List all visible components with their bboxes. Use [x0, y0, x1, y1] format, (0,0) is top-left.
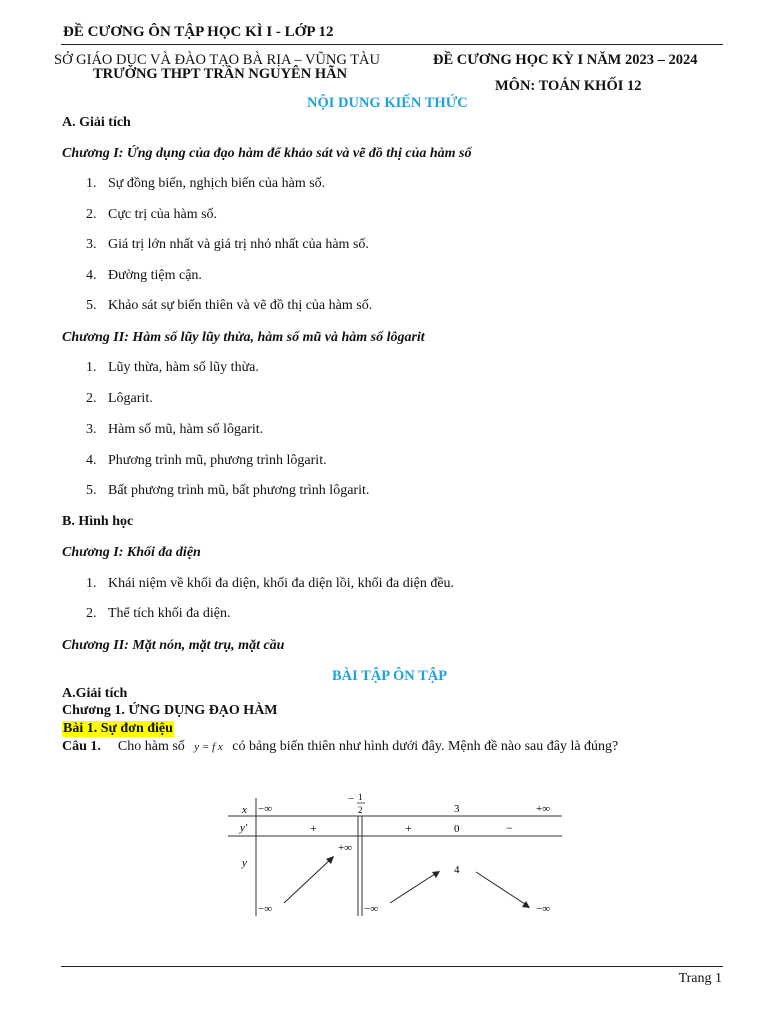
increasing-arrow-1: [284, 856, 334, 903]
x-value-minus-sign: −: [348, 793, 355, 805]
header-rule: [61, 44, 723, 45]
department-name: SỞ GIÁO DỤC VÀ ĐÀO TẠO BÀ RỊA – VŨNG TÀU: [54, 52, 381, 68]
running-title: ĐỀ CƯƠNG ÔN TẬP HỌC KÌ I - LỚP 12: [63, 24, 334, 40]
part-a-heading: A. Giải tích: [62, 115, 131, 130]
derivative-sign: −: [506, 821, 513, 835]
list-item: 1. Lũy thừa, hàm số lũy thừa.: [86, 360, 259, 375]
list-item: 2. Thể tích khối đa diện.: [86, 606, 231, 621]
x-value: 3: [454, 803, 460, 815]
chapter-1-title: Chương I: Ứng dụng của đạo hàm để khảo sát và vẽ đồ thị của hàm số: [62, 146, 472, 161]
row-label-derivative: y': [240, 822, 248, 834]
question-1: [62, 739, 618, 755]
y-value: −∞: [536, 903, 551, 915]
question-text-pre: Cho hàm số: [117, 739, 185, 754]
part-b-heading: B. Hình học: [62, 514, 134, 529]
list-item: 3. Giá trị lớn nhất và giá trị nhỏ nhất của hàm số.: [86, 237, 369, 252]
page-number: Trang 1: [678, 971, 722, 986]
derivative-sign: 0: [454, 823, 460, 835]
list-item: 2. Lôgarit.: [86, 391, 153, 406]
row-label-x: x: [242, 804, 247, 816]
list-item: 4. Phương trình mũ, phương trình lôgarit.: [86, 453, 327, 468]
school-name: TRƯỜNG THPT TRẦN NGUYÊN HÃN: [93, 66, 348, 82]
list-item: 1. Khái niệm về khối đa diện, khối đa diện lồi, khối đa diện đều.: [86, 576, 455, 591]
exercises-part-a: A.Giải tích: [62, 686, 128, 701]
y-value: 4: [454, 864, 460, 876]
exercises-chapter: Chương 1. ỨNG DỤNG ĐẠO HÀM: [62, 703, 278, 718]
exercises-heading: BÀI TẬP ÔN TẬP: [332, 668, 448, 684]
x-value-denominator: 2: [358, 805, 363, 815]
geometry-chapter-2-title: Chương II: Mặt nón, mặt trụ, mặt cầu: [62, 638, 285, 653]
x-value: −∞: [258, 803, 273, 815]
y-value: −∞: [258, 903, 273, 915]
row-label-y: y: [242, 857, 247, 869]
variation-table: [228, 788, 568, 918]
decreasing-arrow: [476, 872, 530, 908]
list-item: 3. Hàm số mũ, hàm số lôgarit.: [86, 422, 264, 437]
footer-rule: [61, 966, 723, 967]
x-value-numerator: 1: [358, 792, 363, 802]
increasing-arrow-2: [390, 871, 440, 903]
knowledge-heading: NỘI DUNG KIẾN THỨC: [307, 95, 468, 111]
list-item: 2. Cực trị của hàm số.: [86, 207, 218, 222]
list-item: 5. Khảo sát sự biến thiên và vẽ đồ thị của hàm số.: [86, 298, 373, 313]
y-value: −∞: [364, 903, 379, 915]
chapter-2-title: Chương II: Hàm số lũy lũy thừa, hàm số mũ và hàm số lôgarit: [62, 330, 425, 345]
subject-title: MÔN: TOÁN KHỐI 12: [495, 78, 642, 94]
function-formula: y = f x: [194, 741, 223, 753]
geometry-chapter-1-title: Chương I: Khối đa diện: [62, 545, 201, 560]
derivative-sign: +: [310, 821, 317, 835]
document-title: ĐỀ CƯƠNG HỌC KỲ I NĂM 2023 – 2024: [433, 52, 698, 68]
x-value: +∞: [536, 803, 551, 815]
list-item: 5. Bất phương trình mũ, bất phương trình lôgarit.: [86, 483, 370, 498]
list-item: 1. Sự đồng biến, nghịch biến của hàm số.: [86, 176, 326, 191]
lesson-title: Bài 1. Sự đơn điệu: [63, 721, 173, 736]
y-value: +∞: [338, 842, 353, 854]
derivative-sign: +: [405, 821, 412, 835]
question-label: Câu 1.: [62, 739, 101, 754]
question-text-post: có bảng biến thiên như hình dưới đây. Mệnh đề nào sau đây là đúng?: [232, 739, 619, 754]
list-item: 4. Đường tiệm cận.: [86, 268, 202, 283]
